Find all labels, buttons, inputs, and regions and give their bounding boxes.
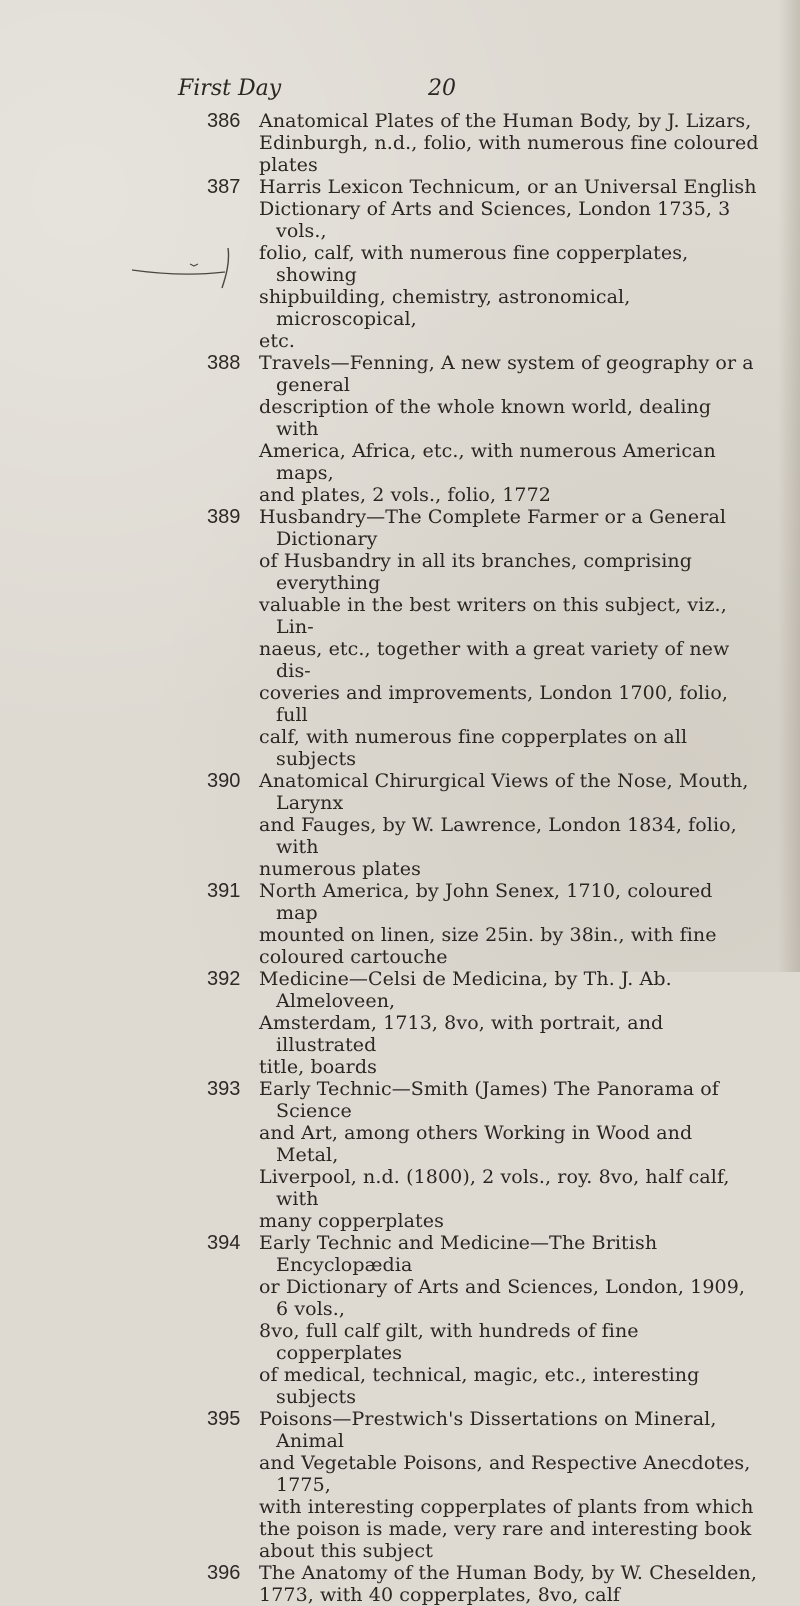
description-line: Edinburgh, n.d., folio, with numerous fine coloured bbox=[259, 132, 759, 154]
description-line: Amsterdam, 1713, 8vo, with portrait, and illustrated bbox=[259, 1012, 664, 1056]
lot-number: 389 bbox=[207, 506, 241, 528]
description-line: about this subject bbox=[259, 1540, 433, 1562]
description-line: shipbuilding, chemistry, astronomical, microscopical, bbox=[259, 286, 631, 330]
lot-entry bbox=[0, 352, 800, 506]
lot-entry bbox=[0, 880, 800, 968]
description-line: the poison is made, very rare and interesting book bbox=[259, 1518, 752, 1540]
lot-description bbox=[259, 176, 759, 352]
description-line: and Art, among others Working in Wood and Metal, bbox=[259, 1122, 693, 1166]
lot-entry bbox=[0, 176, 800, 352]
description-line: plates bbox=[259, 154, 318, 176]
description-line: Anatomical Plates of the Human Body, by J. Lizars, bbox=[259, 110, 752, 132]
day-heading: First Day bbox=[178, 76, 282, 101]
lot-description bbox=[259, 110, 759, 176]
lot-number: 387 bbox=[207, 176, 241, 198]
description-line: Poisons—Prestwich's Dissertations on Mineral, Animal bbox=[259, 1408, 717, 1452]
lot-number: 390 bbox=[207, 770, 241, 792]
lot-description bbox=[259, 1562, 759, 1606]
description-line: of Husbandry in all its branches, comprising everything bbox=[259, 550, 692, 594]
description-line: and Vegetable Poisons, and Respective Anecdotes, 1775, bbox=[259, 1452, 751, 1496]
lot-number: 393 bbox=[207, 1078, 241, 1100]
lot-number: 392 bbox=[207, 968, 241, 990]
lot-description bbox=[259, 506, 759, 770]
description-line: Early Technic and Medicine—The British Encyclopædia bbox=[259, 1232, 658, 1276]
lot-number: 396 bbox=[207, 1562, 241, 1584]
description-line: etc. bbox=[259, 330, 295, 352]
description-line: America, Africa, etc., with numerous American maps, bbox=[259, 440, 716, 484]
description-line: numerous plates bbox=[259, 858, 421, 880]
description-line: The Anatomy of the Human Body, by W. Cheselden, bbox=[259, 1562, 757, 1584]
lot-number: 394 bbox=[207, 1232, 241, 1254]
lot-number: 388 bbox=[207, 352, 241, 374]
lot-number: 395 bbox=[207, 1408, 241, 1430]
lot-entry bbox=[0, 1232, 800, 1408]
description-line: title, boards bbox=[259, 1056, 377, 1078]
description-line: many copperplates bbox=[259, 1210, 444, 1232]
lot-entry bbox=[0, 506, 800, 770]
description-line: Husbandry—The Complete Farmer or a General Dictionary bbox=[259, 506, 727, 550]
description-line: Medicine—Celsi de Medicina, by Th. J. Ab. Almeloveen, bbox=[259, 968, 672, 1012]
description-line: with interesting copperplates of plants from which bbox=[259, 1496, 754, 1518]
lot-description bbox=[259, 1232, 759, 1408]
description-line: 1773, with 40 copperplates, 8vo, calf bbox=[259, 1584, 621, 1606]
lot-description bbox=[259, 880, 759, 968]
description-line: North America, by John Senex, 1710, coloured map bbox=[259, 880, 713, 924]
description-line: valuable in the best writers on this subject, viz., Lin- bbox=[259, 594, 727, 638]
lot-entry bbox=[0, 1408, 800, 1562]
lot-entry bbox=[0, 110, 800, 176]
lot-entry bbox=[0, 968, 800, 1078]
lot-description bbox=[259, 1078, 759, 1232]
description-line: 8vo, full calf gilt, with hundreds of fine copperplates bbox=[259, 1320, 639, 1364]
description-line: folio, calf, with numerous fine copperplates, showing bbox=[259, 242, 689, 286]
description-line: coloured cartouche bbox=[259, 946, 448, 968]
description-line: of medical, technical, magic, etc., interesting subjects bbox=[259, 1364, 700, 1408]
description-line: mounted on linen, size 25in. by 38in., with fine bbox=[259, 924, 717, 946]
description-line: Early Technic—Smith (James) The Panorama of Science bbox=[259, 1078, 719, 1122]
lot-entry bbox=[0, 770, 800, 880]
description-line: coveries and improvements, London 1700, folio, full bbox=[259, 682, 729, 726]
description-line: and Fauges, by W. Lawrence, London 1834, folio, with bbox=[259, 814, 737, 858]
description-line: Liverpool, n.d. (1800), 2 vols., roy. 8vo, half calf, with bbox=[259, 1166, 730, 1210]
lot-list bbox=[0, 110, 800, 1606]
description-line: Anatomical Chirurgical Views of the Nose, Mouth, Larynx bbox=[259, 770, 749, 814]
lot-number: 391 bbox=[207, 880, 241, 902]
description-line: and plates, 2 vols., folio, 1772 bbox=[259, 484, 551, 506]
lot-description bbox=[259, 968, 759, 1078]
lot-description bbox=[259, 1408, 759, 1562]
page-header bbox=[178, 76, 718, 106]
description-line: Dictionary of Arts and Sciences, London 1735, 3 vols., bbox=[259, 198, 731, 242]
description-line: description of the whole known world, dealing with bbox=[259, 396, 712, 440]
description-line: Travels—Fenning, A new system of geography or a general bbox=[259, 352, 754, 396]
lot-description bbox=[259, 770, 759, 880]
lot-entry bbox=[0, 1562, 800, 1606]
description-line: calf, with numerous fine copperplates on all subjects bbox=[259, 726, 688, 770]
lot-number: 386 bbox=[207, 110, 241, 132]
page-number: 20 bbox=[428, 76, 456, 101]
description-line: Harris Lexicon Technicum, or an Universal English bbox=[259, 176, 757, 198]
description-line: or Dictionary of Arts and Sciences, London, 1909, 6 vols., bbox=[259, 1276, 746, 1320]
lot-description bbox=[259, 352, 759, 506]
description-line: naeus, etc., together with a great variety of new dis- bbox=[259, 638, 730, 682]
lot-entry bbox=[0, 1078, 800, 1232]
